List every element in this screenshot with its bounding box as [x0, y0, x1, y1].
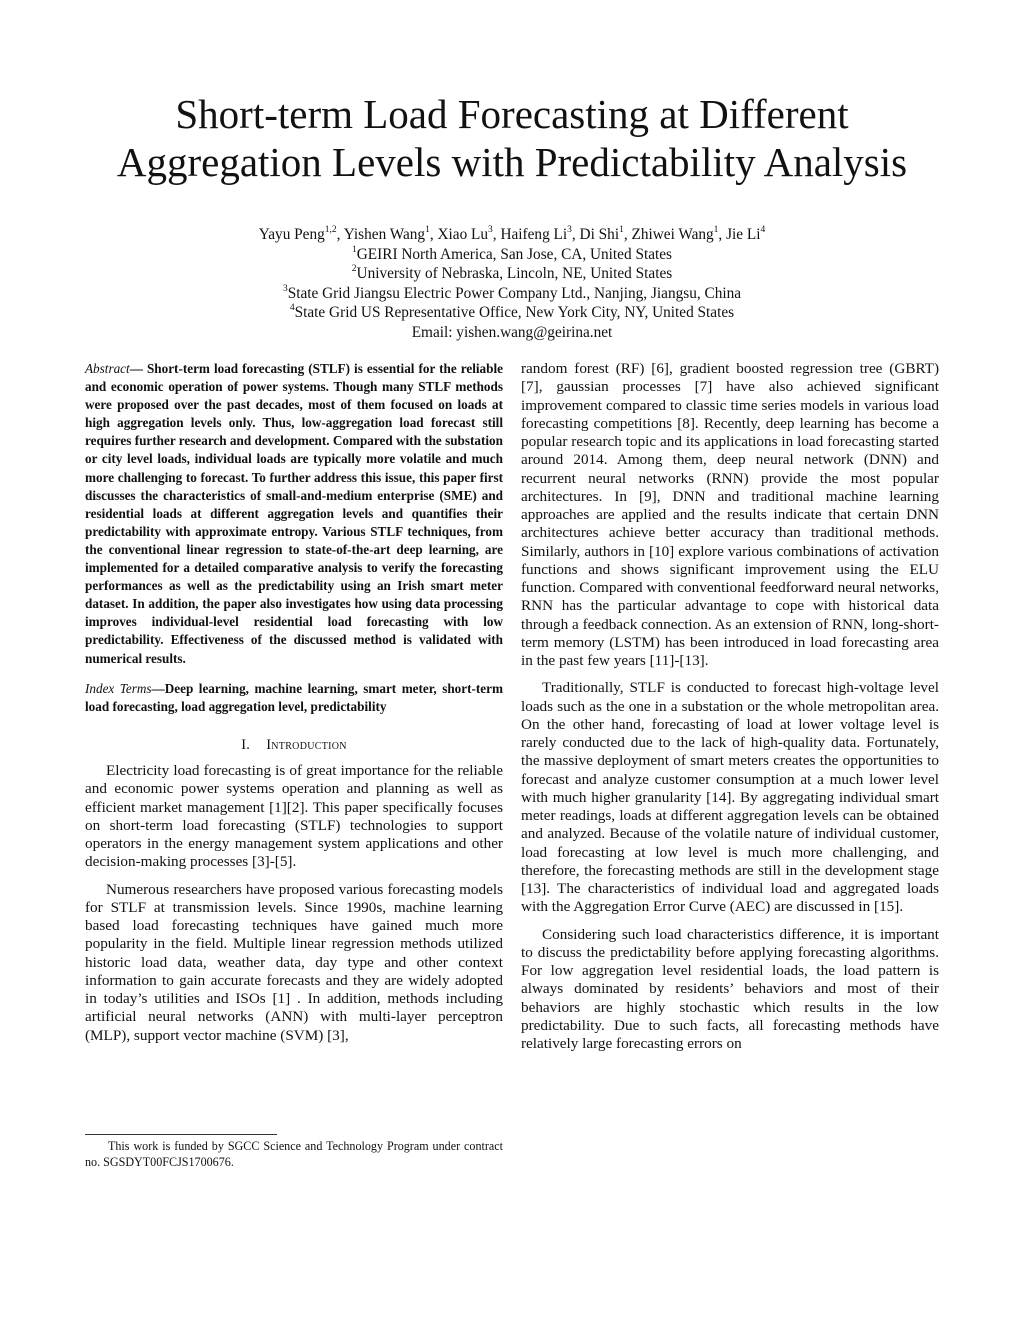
affiliation: $^4$State Grid US Representative Office, New York City, NY, United States [289, 303, 735, 322]
affiliation: $^1$GEIRI North America, San Jose, CA, United States [352, 244, 672, 263]
paper-title [40, 90, 984, 186]
author: Haifeng Li$^3$, [500, 224, 580, 243]
author-names [40, 225, 984, 245]
footnote: This work is funded by SGCC Science and Technology Program under contract no. SGSDYT00FCJS1700676. [85, 1139, 503, 1169]
body-paragraph: Electricity load forecasting is of great importance for the reliable and economic power systems operation and planning as well as efficient market management [1][2]. This paper specifically focuses on short-term load forecasting (STLF) technologies to support operators in the energy management system applications and other decision-making processes [3]-[5]. [85, 762, 503, 871]
left-column [85, 360, 503, 1045]
author-email: Email: yishen.wang@geirina.net [411, 323, 613, 341]
author: Zhiwei Wang$^1$, [631, 224, 727, 243]
affiliation: $^3$State Grid Jiangsu Electric Power Company Ltd., Nanjing, Jiangsu, China [282, 283, 742, 302]
author: Jie Li$^4$ [726, 224, 766, 243]
abstract: Abstract— Short-term load forecasting (STLF) is essential for the reliable and economic operation of power systems. Though many STLF methods were proposed over the past decades, most of them focused on loads at high aggregation levels only. Thus, low-aggregation load forecast still requires further research and development. Compared with the substation or city level loads, individual loads are typically more volatile and much more challenging to forecast. To further address this issue, this paper first discusses the characteristics of small-and-medium enterprise (SME) and residential loads at different aggregation levels and quantifies their predictability with approximate entropy. Various STLF techniques, from the conventional linear regression to state-of-the-art deep learning, are implemented for a detailed comparative analysis to verify the forecasting performances as well as the predictability using an Irish smart meter dataset. In addition, the paper also investigates how using data processing improves individual-level residential load forecasting with low predictability. Effectiveness of the discussed method is validated with numerical results. [85, 361, 503, 666]
body-paragraph: Considering such load characteristics difference, it is important to discuss the predictability before applying forecasting algorithms. For low aggregation level residential loads, the load pattern is always dominated by residents’ behaviors and most of their behaviors are highly stochastic which results in the low predictability. Due to such facts, all forecasting methods have relatively large forecasting errors on [521, 925, 939, 1052]
body-paragraph: Traditionally, STLF is conducted to forecast high-voltage level loads such as the one in a substation or the whole metropolitan area. On the other hand, forecasting of load at lower voltage level is rarely conducted due to the lack of high-quality data. Fortunately, the massive deployment of smart meters creates the opportunities to forecast and analyze customer consumption at a much lower level with much higher granularity [14]. By aggregating individual smart meter readings, loads at different aggregation levels can be obtained and analyzed. Because of the volatile nature of individual customer, load forecasting at low level is much more challenging, and therefore, the forecasting methods are still in the development stage [13]. The characteristics of individual load and aggregated loads with the Aggregation Error Curve (AEC) are discussed in [15]. [521, 679, 939, 916]
body-paragraph: Numerous researchers have proposed various forecasting models for STLF at transmission levels. Since 1990s, machine learning based load forecasting techniques have gained much more popularity in the field. Multiple linear regression methods utilized historic load data, weather data, day type and other context information to gain accurate forecasts and they are widely adopted in today’s utilities and ISOs [1] . In addition, methods including artificial neural networks (ANN) with multi-layer perceptron (MLP), support vector machine (SVM) [3], [85, 880, 503, 1044]
section-heading: I. Introduction [241, 736, 347, 753]
index-terms: Index Terms—Deep learning, machine learning, smart meter, short-term load forecasting, load aggregation level, predictability [85, 680, 503, 714]
author: Yayu Peng$^{1,2}$, [258, 224, 344, 243]
right-column [521, 360, 939, 1053]
author: Di Shi$^1$, [579, 224, 632, 243]
title-line-2: Aggregation Levels with Predictability Analysis [116, 139, 908, 185]
title-line-1: Short-term Load Forecasting at Different [175, 91, 849, 137]
author: Xiao Lu$^3$, [437, 224, 501, 243]
author: Yishen Wang$^1$, [343, 224, 438, 243]
author-block [40, 225, 984, 343]
affiliation: $^2$University of Nebraska, Lincoln, NE, United States [351, 264, 673, 283]
body-paragraph: random forest (RF) [6], gradient boosted regression tree (GBRT) [7], gaussian processes [7] have also achieved significant improvement compared to classic time series models in various load forecasting competitions [8]. Recently, deep learning has become a popular research topic and its applications in load forecasting started around 2014. Among them, deep neural network (DNN) and recurrent neural networks (RNN) provide the most popular architectures. In [9], DNN and traditional machine learning approaches are applied and the results indicate that certain DNN architectures achieve better accuracy than traditional methods. Similarly, authors in [10] explore various combinations of activation functions and shows significant improvement using the ELU function. Compared with conventional feedforward neural networks, RNN has the particular advantage to cope with historical data through a feedback connection. As an extension of RNN, long-short-term memory (LSTM) has been introduced in load forecasting area in the past few years [11]-[13]. [521, 360, 939, 669]
footnote-rule [85, 1134, 277, 1135]
